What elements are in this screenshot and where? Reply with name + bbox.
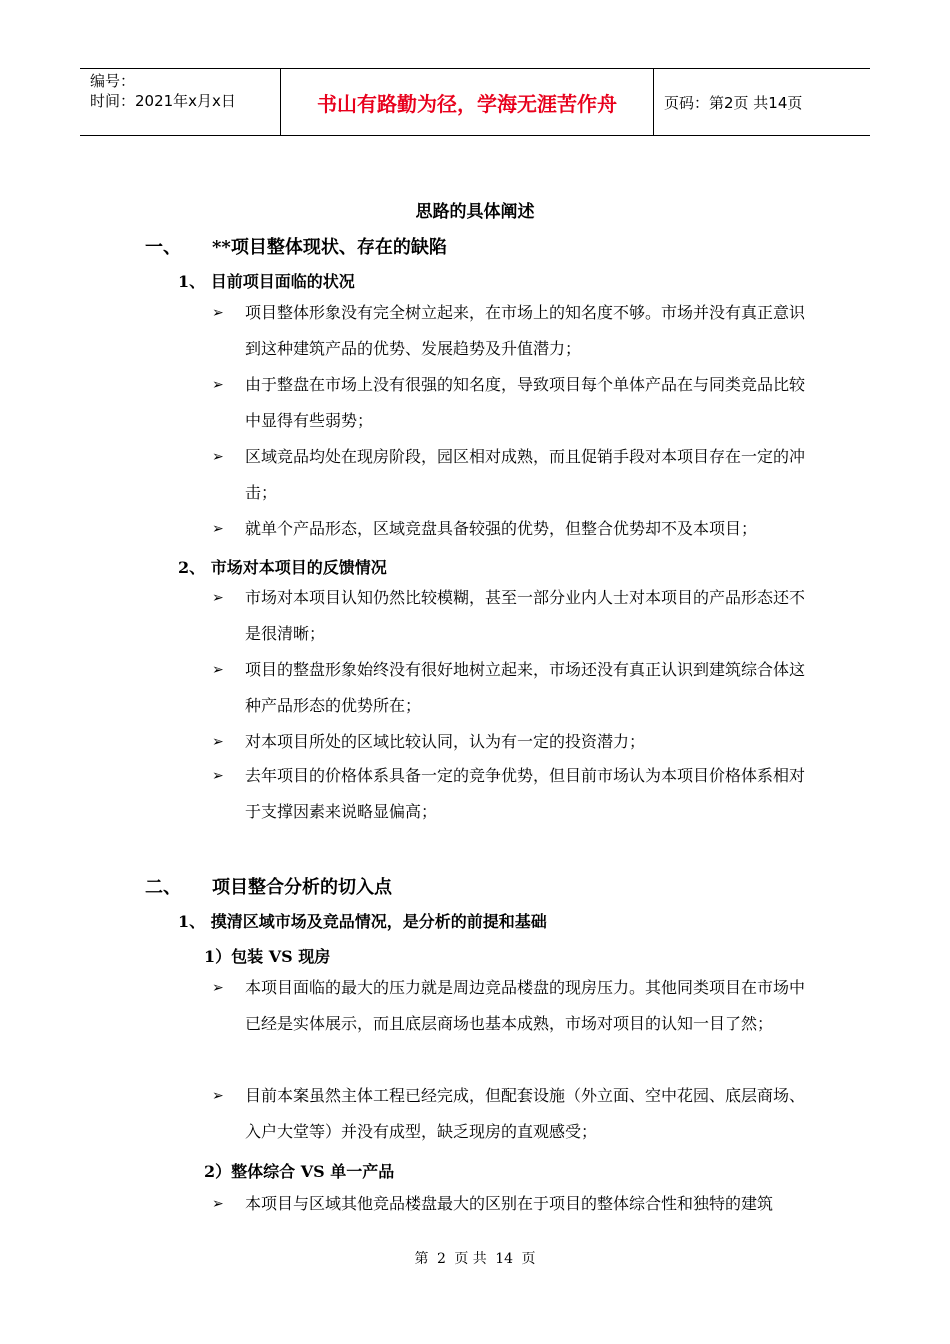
subsection-heading: 1、 摸清区域市场及竞品情况，是分析的前提和基础 [178, 912, 547, 931]
bullet-item: ➢ 市场对本项目认知仍然比较模糊，甚至一部分业内人士对本项目的产品形态还不是很清晰； [212, 580, 812, 652]
document-title: 思路的具体阐述 [415, 202, 535, 222]
header-meta [80, 69, 281, 135]
bullet-item: ➢ 对本项目所处的区域比较认同，认为有一定的投资潜力； [212, 724, 812, 760]
header-motto: 书山有路勤为径，学海无涯苦作舟 [281, 69, 654, 135]
footer-page-number: 2 [436, 1251, 446, 1267]
bullet-item: ➢ 项目的整盘形象始终没有很好地树立起来，市场还没有真正认识到建筑综合体这种产品形态的优势所在； [212, 652, 812, 724]
bullet-arrow-icon: ➢ [212, 449, 224, 465]
bullet-item: ➢ 项目整体形象没有完全树立起来，在市场上的知名度不够。市场并没有真正意识到这种建筑产品的优势、发展趋势及升值潜力； [212, 295, 812, 367]
header-page-label: 页码：第2页 共14页 [664, 93, 803, 112]
page-footer [0, 1248, 950, 1268]
footer-prefix: 第 [414, 1251, 429, 1267]
subsection-heading: 1、 目前项目面临的状况 [178, 272, 355, 291]
bullet-item: ➢ 由于整盘在市场上没有很强的知名度，导致项目每个单体产品在与同类竞品比较中显得有些弱势； [212, 367, 812, 439]
bullet-arrow-icon: ➢ [212, 377, 224, 393]
section-number: 二、 [145, 877, 181, 898]
bullet-arrow-icon: ➢ [212, 662, 224, 678]
bullet-item: ➢ 本项目面临的最大的压力就是周边竞品楼盘的现房压力。其他同类项目在市场中已经是实体展示，而且底层商场也基本成熟，市场对项目的认知一目了然； [212, 970, 812, 1042]
bullet-arrow-icon: ➢ [212, 1088, 224, 1104]
bullet-arrow-icon: ➢ [212, 521, 224, 537]
page-header [80, 68, 870, 136]
bullet-arrow-icon: ➢ [212, 980, 224, 996]
bullet-arrow-icon: ➢ [212, 734, 224, 750]
bullet-item: ➢ 目前本案虽然主体工程已经完成，但配套设施（外立面、空中花园、底层商场、入户大堂等）并没有成型，缺乏现房的直观感受； [212, 1078, 812, 1150]
subsection-heading: 2、 市场对本项目的反馈情况 [178, 558, 387, 577]
bullet-arrow-icon: ➢ [212, 768, 224, 784]
date-label: 时间：2021年x月x日 [90, 92, 236, 110]
bullet-arrow-icon: ➢ [212, 1196, 224, 1212]
bullet-arrow-icon: ➢ [212, 590, 224, 606]
footer-suffix: 页 [521, 1251, 536, 1267]
footer-mid: 页 共 [454, 1251, 487, 1267]
bullet-item: ➢ 区域竞品均处在现房阶段，园区相对成熟，而且促销手段对本项目存在一定的冲击； [212, 439, 812, 511]
bullet-item: ➢ 就单个产品形态，区域竞盘具备较强的优势，但整合优势却不及本项目； [212, 511, 812, 547]
sub-subsection-heading: 2）整体综合 VS 单一产品 [204, 1162, 395, 1181]
footer-total-pages: 14 [495, 1251, 514, 1267]
bullet-item: ➢ 本项目与区域其他竞品楼盘最大的区别在于项目的整体综合性和独特的建筑 [212, 1186, 812, 1222]
section-title: **项目整体现状、存在的缺陷 [212, 237, 447, 258]
bullet-arrow-icon: ➢ [212, 305, 224, 321]
section-title: 项目整合分析的切入点 [212, 877, 392, 898]
bullet-item: ➢ 去年项目的价格体系具备一定的竞争优势，但目前市场认为本项目价格体系相对于支撑因素来说略显偏高； [212, 758, 812, 830]
section-number: 一、 [145, 237, 181, 258]
sub-subsection-heading: 1）包装 VS 现房 [204, 947, 331, 966]
code-label: 编号： [90, 72, 136, 90]
